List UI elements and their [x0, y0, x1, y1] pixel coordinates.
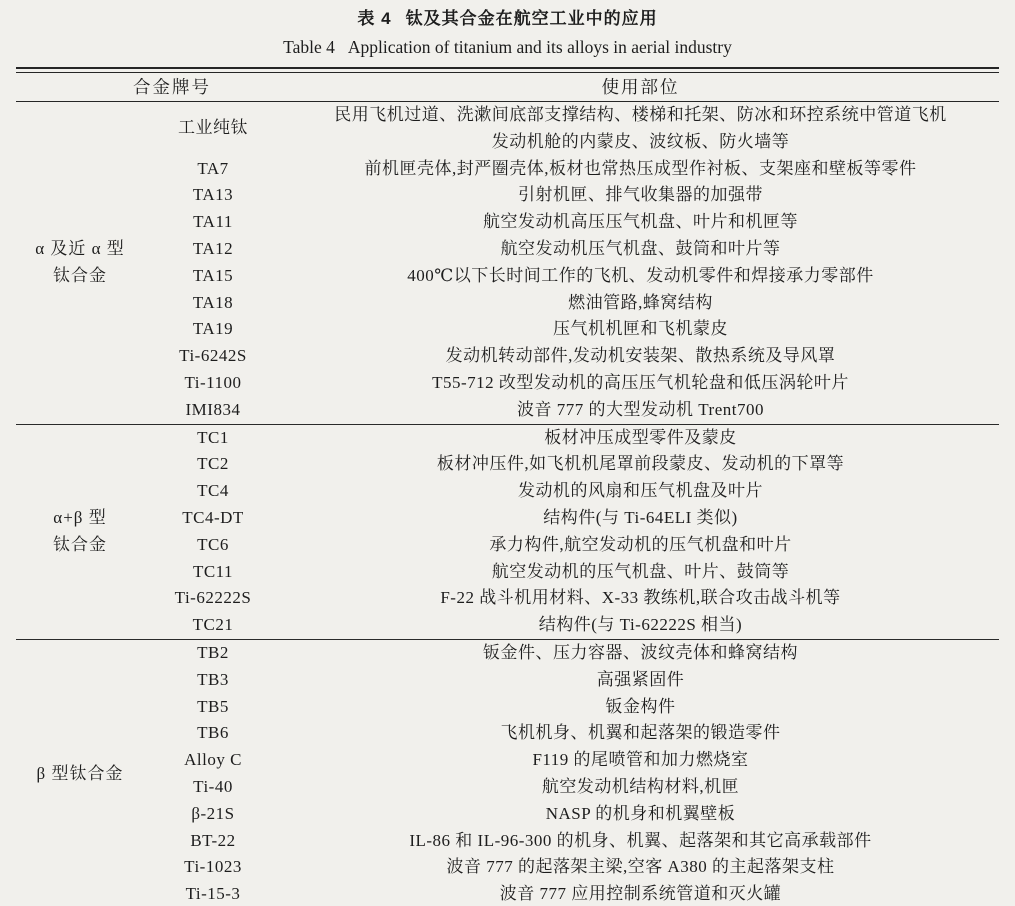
usage-description: [282, 182, 999, 209]
usage-description: [282, 102, 999, 156]
usage-description-line: 航空发动机压气机盘、鼓筒和叶片等: [500, 238, 781, 258]
table-row: [16, 263, 999, 290]
alloy-designation: TC11: [192, 561, 234, 581]
usage-description: [282, 236, 999, 263]
table-row: [16, 559, 999, 586]
usage-description-line: 高强紧固件: [596, 669, 685, 689]
usage-description: [282, 532, 999, 559]
column-header-alloy-designation: 合金牌号: [16, 73, 282, 102]
alloy-designation: Alloy C: [184, 750, 242, 770]
data-table: [16, 73, 999, 906]
table-number-en: Table 4: [283, 37, 335, 57]
table-row: [16, 397, 999, 424]
titanium-applications-table: [16, 67, 999, 906]
alloy-designation: TC4: [197, 481, 229, 501]
usage-description: [282, 585, 999, 612]
usage-description-line: 结构件(与 Ti-62222S 相当): [538, 615, 743, 635]
table-row: [16, 236, 999, 263]
alloy-designation: Ti-62222S: [174, 588, 252, 608]
alloy-designation: TC21: [192, 615, 234, 635]
usage-description-line: IL-86 和 IL-96-300 的机身、机翼、起落架和其它高承载部件: [409, 830, 872, 850]
table-row: [16, 774, 999, 801]
alloy-group-label: [16, 639, 144, 906]
alloy-designation: BT-22: [190, 830, 236, 850]
usage-description: [282, 156, 999, 183]
usage-description-line: 民用飞机过道、洗漱间底部支撑结构、楼梯和托架、防冰和环控系统中管道飞机: [334, 105, 947, 124]
alloy-designation: TA11: [193, 212, 233, 232]
table-row: [16, 694, 999, 721]
alloy-group-label-line: α 及近 α 型: [35, 238, 125, 258]
usage-description-line: 波音 777 的起落架主梁,空客 A380 的主起落架支柱: [446, 857, 835, 877]
usage-description: [282, 424, 999, 451]
table-row: [16, 720, 999, 747]
usage-description-line: 发动机舱的内蒙皮、波纹板、防火墙等: [491, 131, 790, 151]
usage-description-line: 引射机匣、排气收集器的加强带: [518, 185, 763, 205]
alloy-group-label: [16, 102, 144, 425]
table-row: [16, 343, 999, 370]
usage-description-line: 压气机机匣和飞机蒙皮: [553, 319, 728, 339]
usage-description-line: NASP 的机身和机翼壁板: [545, 803, 736, 823]
alloy-designation: TA18: [192, 292, 234, 312]
usage-description: [282, 263, 999, 290]
alloy-designation: TA19: [192, 319, 234, 339]
usage-description: [282, 881, 999, 906]
table-row: [16, 209, 999, 236]
usage-description-line: 前机匣壳体,封严圈壳体,板材也常热压成型作衬板、支架座和壁板等零件: [364, 158, 917, 178]
table-title-cn: 钛及其合金在航空工业中的应用: [405, 9, 658, 28]
table-caption-en: [0, 34, 1015, 60]
alloy-designation: Ti-40: [193, 776, 233, 796]
table-row: [16, 828, 999, 855]
usage-description: [282, 694, 999, 721]
table-row: [16, 478, 999, 505]
usage-description: [282, 290, 999, 317]
usage-description-line: 波音 777 应用控制系统管道和灭火罐: [499, 884, 782, 904]
table-row: [16, 881, 999, 906]
alloy-group-label-line: 钛合金: [53, 265, 107, 285]
table-row: [16, 612, 999, 639]
alloy-designation: TC1: [144, 424, 282, 451]
usage-description: [282, 828, 999, 855]
usage-description-line: 燃油管路,蜂窝结构: [568, 292, 713, 312]
table-row: [16, 585, 999, 612]
table-row: [16, 370, 999, 397]
alloy-designation: TB2: [144, 639, 282, 666]
alloy-designation: TC2: [197, 454, 229, 474]
table-row: [16, 639, 999, 666]
usage-description-line: 发动机的风扇和压气机盘及叶片: [518, 481, 763, 501]
alloy-designation: TC4-DT: [182, 507, 244, 527]
alloy-designation: TC6: [197, 534, 229, 554]
table-row: [16, 532, 999, 559]
usage-description-line: 板材冲压成型零件及蒙皮: [544, 427, 737, 447]
table-row: [16, 747, 999, 774]
usage-description-line: 钣金件、压力容器、波纹壳体和蜂窝结构: [483, 642, 798, 662]
table-row: [16, 451, 999, 478]
usage-description: [282, 774, 999, 801]
alloy-designation: Ti-6242S: [179, 346, 247, 366]
usage-description: [282, 343, 999, 370]
alloy-designation: TA7: [197, 158, 229, 178]
alloy-group-label-line: β 型钛合金: [36, 763, 124, 783]
alloy-designation: TB6: [197, 723, 229, 743]
usage-description-line: 承力构件,航空发动机的压气机盘和叶片: [489, 534, 792, 554]
usage-description: [282, 370, 999, 397]
usage-description-line: 飞机机身、机翼和起落架的锻造零件: [500, 723, 781, 743]
usage-description: [282, 667, 999, 694]
usage-description: [282, 612, 999, 639]
alloy-designation: Ti-15-3: [185, 884, 241, 904]
alloy-group-label: [16, 424, 144, 639]
usage-description: [282, 451, 999, 478]
usage-description: [282, 209, 999, 236]
table-row: [16, 290, 999, 317]
usage-description-line: 航空发动机高压压气机盘、叶片和机匣等: [483, 212, 798, 232]
alloy-designation: 工业纯钛: [178, 118, 248, 138]
alloy-designation: TB3: [197, 669, 229, 689]
usage-description-line: 发动机转动部件,发动机安装架、散热系统及导风罩: [445, 346, 836, 366]
usage-description: [282, 559, 999, 586]
table-row: [16, 424, 999, 451]
table-caption-cn: [0, 7, 1015, 31]
usage-description: [282, 478, 999, 505]
alloy-designation: Ti-1023: [184, 857, 242, 877]
alloy-group-label-line: α+β 型: [53, 507, 107, 527]
alloy-designation: TB5: [197, 696, 229, 716]
usage-description-line: 400℃以下长时间工作的飞机、发动机零件和焊接承力零部件: [407, 265, 874, 285]
usage-description-line: T55-712 改型发动机的高压压气机轮盘和低压涡轮叶片: [432, 372, 849, 392]
usage-description: [282, 639, 999, 666]
alloy-designation: IMI834: [185, 399, 241, 419]
table-row: [16, 505, 999, 532]
table-row: [16, 156, 999, 183]
usage-description-line: 结构件(与 Ti-64ELI 类似): [543, 507, 738, 527]
table-row: [16, 182, 999, 209]
usage-description-line: F-22 战斗机用材料、X-33 教练机,联合攻击战斗机等: [440, 588, 841, 608]
usage-description-line: F119 的尾喷管和加力燃烧室: [532, 750, 749, 770]
usage-description-line: 航空发动机结构材料,机匣: [541, 776, 740, 796]
table-row: [16, 316, 999, 343]
alloy-designation: TA12: [192, 238, 234, 258]
usage-description: [282, 747, 999, 774]
alloy-designation: Ti-1100: [184, 372, 242, 392]
usage-description: [282, 505, 999, 532]
usage-description-line: 板材冲压件,如飞机机尾罩前段蒙皮、发动机的下罩等: [436, 454, 845, 474]
table-row: [16, 667, 999, 694]
header-row: [16, 73, 999, 102]
usage-description-line: 钣金构件: [605, 696, 676, 716]
usage-description-line: 波音 777 的大型发动机 Trent700: [517, 399, 764, 419]
table-row: [16, 801, 999, 828]
table-number-cn: 表 4: [357, 9, 392, 28]
usage-description-line: 航空发动机的压气机盘、叶片、鼓筒等: [491, 561, 790, 581]
column-header-application: 使用部位: [282, 73, 999, 102]
table-row: [16, 854, 999, 881]
usage-description: [282, 397, 999, 424]
usage-description: [282, 801, 999, 828]
alloy-designation: TA15: [192, 265, 234, 285]
alloy-designation: TA13: [192, 185, 234, 205]
table-row: [16, 102, 999, 156]
alloy-group-label-line: 钛合金: [53, 534, 107, 554]
table-title-en: Application of titanium and its alloys in aerial industry: [347, 37, 732, 57]
alloy-designation: β-21S: [191, 803, 235, 823]
usage-description: [282, 316, 999, 343]
usage-description: [282, 854, 999, 881]
usage-description: [282, 720, 999, 747]
